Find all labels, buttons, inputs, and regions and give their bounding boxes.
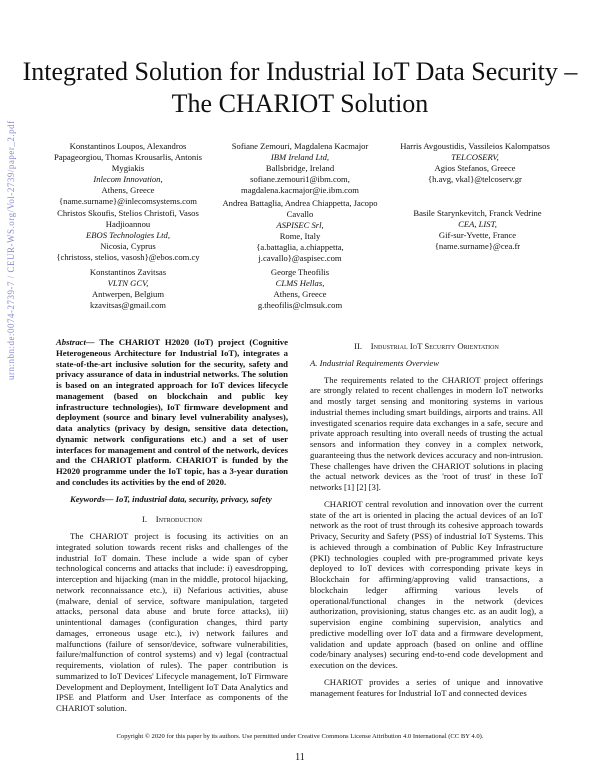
author-affiliation: TELCOSERV,: [451, 151, 499, 162]
copyright-footer: Copyright © 2020 for this paper by its authors. Use permitted under Creative Commons License Attribution 4.0 International (CC BY 4.0).: [116, 733, 484, 740]
author-location: Rome, Italy: [279, 230, 321, 241]
right-column: [310, 333, 543, 698]
paragraph: The requirements related to the CHARIOT project offerings are strongly related to recent challenges in modern IoT networks and mostly target sensing and monitoring systems in various industrial themes including smart buildings, airports and trains. All investigated scenarios require data exchanges in a safe, secure and private approach resulting into overall needs of trusting the actual sensors and information they convey in a complex network, guaranteeing thus the network devices accuracy and non-intrusion. These challenges have driven the CHARIOT solutions in placing the actual network devices as the 'root of trust' in these IoT networks [1] [2] [3].: [310, 374, 543, 492]
author-block: [48, 141, 208, 206]
author-location: Ballsbridge, Ireland: [265, 162, 335, 173]
abstract-lead: Abstract—: [56, 337, 95, 347]
keywords-body: IoT, industrial data, security, privacy, safety: [113, 493, 272, 504]
author-block: [390, 141, 560, 185]
author-location: Gif-sur-Yvette, France: [438, 229, 517, 240]
author-affiliation: IBM Ireland Ltd,: [270, 151, 330, 162]
author-location: Agios Stefanos, Greece: [434, 162, 516, 173]
paragraph: CHARIOT provides a series of unique and innovative management features for Industrial IoT and connected devices: [310, 676, 543, 698]
section-title: Introduction: [155, 514, 202, 525]
section-heading-introduction: [56, 514, 288, 525]
author-block: [220, 198, 380, 263]
subsection-heading: A. Industrial Requirements Overview: [310, 357, 439, 368]
author-affiliation: VLTN GCV,: [107, 277, 149, 288]
author-block: [225, 141, 375, 196]
author-email: g.theofilis@clmsuk.com: [257, 299, 343, 310]
author-location: Athens, Greece: [101, 184, 155, 195]
author-names: Sofiane Zemouri, Magdalena Kacmajor: [231, 141, 369, 151]
author-names: George Theofilis: [270, 267, 330, 277]
author-names: Andrea Battaglia, Andrea Chiappetta, Jacopo Cavallo: [222, 198, 378, 219]
author-email: {name.surname}@cea.fr: [434, 240, 521, 251]
author-email: {a.battaglia, a.chiappetta, j.cavallo}@aspisec.com: [256, 241, 344, 263]
author-location: Athens, Greece: [273, 288, 327, 299]
keywords-lead: Keywords—: [70, 493, 114, 504]
author-block: [48, 267, 208, 311]
author-email: kzavitsas@gmail.com: [90, 299, 166, 310]
keywords: [56, 494, 288, 505]
author-email: {h.avg, vkal}@telcoserv.gr: [428, 173, 522, 184]
page-number: 11: [295, 752, 305, 763]
side-stamp: urn:nbn:de:0074-2739-7 / CEUR-WS.org/Vol-2739/paper_2.pdf: [6, 120, 16, 380]
intro-paragraph: The CHARIOT project is focusing its activities on an integrated solution towards recent risks and challenges of the industrial IoT domain. These include a wide span of cyber technological concerns and attacks that include: i) eavesdropping, interception and hijacking (man in the middle, protocol hijacking, network reconnaissance etc.), ii) Nefarious activities, abuse (malware, denial of service, software manipulation, targeted attacks, personal data abuse and brute force attacks), iii) unintentional damages (configuration changes, third party damages, erroneous usage etc.), iv) network failures and malfunctions (failure of sensor/device, software vulnerabilities, failure/malfunction of control systems) and v) legal (contractual requirements, violation of rules). The paper contribution is summarized to IoT Devices' Lifecycle management, IoT Firmware Development and Deployment, Intelligent IoT Data Analytics and IPSE and Platform and User Interface as components of the CHARIOT solution.: [56, 531, 288, 713]
author-affiliation: ASPISEC Srl,: [276, 219, 324, 230]
author-block: [395, 208, 560, 252]
author-affiliation: CEA, LIST,: [458, 218, 497, 229]
author-affiliation: EBOS Technologies Ltd,: [86, 229, 170, 240]
left-column: [56, 337, 288, 714]
paragraph: CHARIOT central revolution and innovation over the current state of the art is oriented in placing the actual devices of an IoT network as the root of trust through its cohesive approach towards Privacy, Security and Safety (PSS) of industrial IoT Systems. This is achieved through a combination of Public Key Infrastructure (PKI) technologies coupled with pre-programmed private keys deployed to IoT devices with corresponding private keys in Blockchain for affirming/approving valid transactions, a blockchain ledger affirming various levels of operational/functional changes in the network (devices authorization, provisioning, status changes etc. as an audit log), a supervision engine combining supervision, analytics and predictive modelling over IoT data and a firmware development, validation and update approach (based on online and offline code/binary analyses) securing end-to-end code development and execution on the devices.: [310, 498, 543, 670]
author-email: {christoss, stelios, vasosh}@ebos.com.cy: [56, 251, 200, 262]
author-email: {name.surname}@inlecomsystems.com: [59, 195, 197, 206]
abstract-body: The CHARIOT H2020 (IoT) project (Cognitive Heterogeneous Architecture for Industrial IoT), integrates a state-of-the-art inclusive solution for the security, safety and privacy assurance of data in industrial networks. The solution is based on an integrated approach for IoT devices lifecycle management (based on blockchain and public key infrastructure technologies), IoT firmware development and deployment (source and binary level vulnerability analyses), data analytics (privacy by design, sensitive data detection, dynamic network configurations etc.) and a set of user interfaces for management and control of the network, devices and the CHARIOT platform. CHARIOT is funded by the H2020 programme under the IoT topic, has a 3-year duration and concludes its activities by the end of 2020.: [56, 337, 288, 487]
author-names: Christos Skoufis, Stelios Christofi, Vasos Hadjioannou: [57, 208, 199, 229]
author-names: Konstantinos Zavitsas: [89, 267, 167, 277]
author-block: [48, 208, 208, 263]
author-block: [225, 267, 375, 311]
section-number: I.: [142, 514, 148, 525]
author-email: sofiane.zemouri1@ibm.com, magdalena.kacmajor@ie.ibm.com: [241, 173, 359, 195]
author-location: Antwerpen, Belgium: [91, 288, 165, 299]
author-affiliation: Inlecom Innovation,: [93, 173, 163, 184]
section-heading-orientation: [310, 341, 543, 352]
abstract: [56, 337, 288, 488]
section-title: Industrial IoT Security Orientation: [370, 341, 499, 351]
author-location: Nicosia, Cyprus: [100, 240, 156, 251]
author-names: Basile Starynkevitch, Franck Vedrine: [413, 208, 542, 218]
author-affiliation: CLMS Hellas,: [275, 277, 325, 288]
author-names: Konstantinos Loupos, Alexandros Papageorgiou, Thomas Krousarlis, Antonis Mygiakis: [54, 141, 202, 173]
section-number: II.: [354, 341, 363, 351]
paper-title: Integrated Solution for Industrial IoT Data Security – The CHARIOT Solution: [22, 57, 578, 118]
author-names: Harris Avgoustidis, Vassileios Kalompatsos: [400, 141, 550, 151]
